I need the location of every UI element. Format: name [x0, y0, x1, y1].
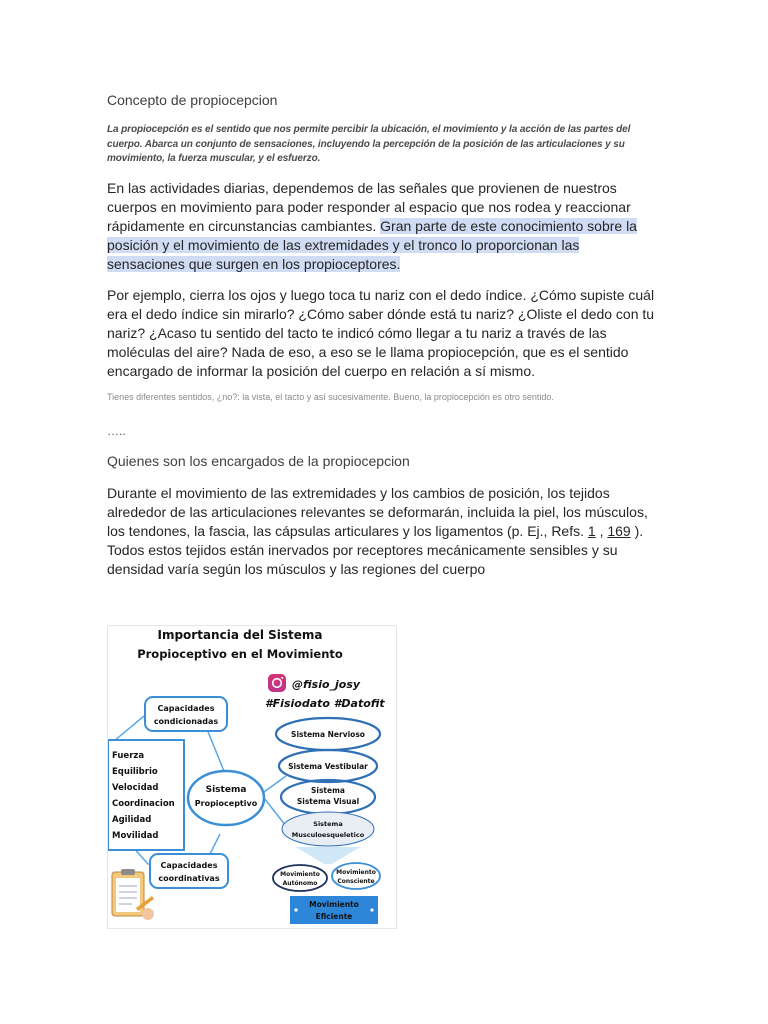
ellipsis: …..	[107, 424, 126, 438]
sys-visual-2: Sistema Visual	[296, 797, 360, 806]
paragraph-1	[107, 179, 659, 274]
mov-auto-2: Autónomo	[282, 880, 318, 887]
funnel-shape	[296, 847, 360, 864]
lead-paragraph: La propiocepción es el sentido que nos permite percibir la ubicación, el movimiento y la acción de las partes del cuerpo. Abarca un conjunto de sensaciones, incluyendo la percepción de la posición de las articulaciones y su movimiento, la fuerza muscular, y el esfuerzo.	[107, 124, 631, 164]
mov-consciente-ellipse	[332, 863, 380, 889]
sys-musculo-2: Musculoesqueletico	[291, 831, 365, 839]
quality-5: Agilidad	[112, 815, 152, 825]
cap-cond-line1: Capacidades	[157, 704, 215, 713]
sys-musculo-1: Sistema	[313, 820, 343, 828]
instagram-handle: @fisio_josy	[292, 678, 361, 691]
mov-consc-1: Movimiento	[336, 869, 376, 876]
center-line2: Propioceptivo	[194, 799, 258, 808]
hashtags: #Fisiodato #Datofit	[265, 697, 385, 710]
mov-auto-1: Movimiento	[280, 871, 320, 878]
cap-coord-line2: coordinativas	[158, 874, 220, 883]
instagram-icon	[268, 674, 286, 692]
mov-efic-1: Movimiento	[309, 900, 359, 909]
highlighted-text[interactable]: Gran parte de este conocimiento sobre la posición y el movimiento de las extremidades y el tronco lo proporcionan las sensaciones que surgen en los propioceptores.	[107, 218, 637, 272]
footnote-text: Tienes diferentes sentidos, ¿no?: la vista, el tacto y así sucesivamente. Bueno, la propiocepción es otro sentido.	[107, 392, 554, 402]
quality-6: Movilidad	[112, 831, 159, 841]
paragraph-3-text: Durante el movimiento de las extremidades y los cambios de posición, los tejidos alrededor de las articulaciones relevantes se deformarán, incluida la piel, los músculos, los tendones, la fascia, las cápsulas articulares y los ligamentos (p. Ej., Refs.	[107, 485, 648, 539]
cap-cond-line2: condicionadas	[153, 717, 219, 726]
ref-separator: ,	[595, 523, 608, 539]
sys-visual-1: Sistema	[311, 786, 345, 795]
section-title: Concepto de propiocepcion	[107, 92, 278, 108]
infographic-title-2: Propioceptivo en el Movimiento	[137, 647, 343, 661]
proprioception-infographic	[107, 625, 397, 929]
quality-4: Coordinacion	[112, 799, 175, 809]
cap-coord-line1: Capacidades	[160, 861, 218, 870]
sys-vestibular: Sistema Vestibular	[288, 762, 368, 771]
section-title-2: Quienes son los encargados de la propiocepcion	[107, 453, 410, 469]
clipboard-icon	[112, 869, 154, 920]
paragraph-2: Por ejemplo, cierra los ojos y luego toca tu nariz con el dedo índice. ¿Cómo supiste cuál era el dedo índice sin mirarlo? ¿Cómo saber dónde está tu nariz? ¿Oliste el dedo con tu nariz? ¿Acaso tu sentido del tacto te indicó cómo llegar a tu nariz a través de las moléculas del aire? Nada de eso, a eso se le llama propiocepción, que es el sentido encargado de informar la posición del cuerpo en relación a sí mismo.	[107, 287, 655, 379]
paragraph-3-end: ). Todos estos tejidos están inervados por receptores mecánicamente sensibles y su densidad varía según los músculos y las regiones del cuerpo	[107, 523, 644, 577]
mov-autonomo-ellipse	[273, 865, 327, 891]
paragraph-3	[107, 484, 659, 579]
infographic-title-1: Importancia del Sistema	[157, 628, 323, 642]
quality-2: Equilibrio	[112, 767, 158, 777]
paragraph-1-text: En las actividades diarias, dependemos de las señales que provienen de nuestros cuerpos en movimiento para poder responder al espacio que nos rodea y reaccionar rápidamente en circunstancias cambiantes.	[107, 180, 631, 234]
mov-consc-2: Consciente	[337, 878, 375, 885]
reference-link-169[interactable]: 169	[607, 523, 631, 539]
musculo-ellipse	[282, 812, 374, 846]
reference-link-1[interactable]: 1	[587, 523, 596, 539]
center-line1: Sistema	[205, 785, 247, 795]
mov-efic-2: Eficiente	[315, 912, 353, 921]
infographic-svg	[108, 626, 396, 928]
sys-nervioso: Sistema Nervioso	[291, 730, 365, 739]
quality-3: Velocidad	[112, 783, 159, 793]
center-ellipse	[188, 771, 264, 825]
quality-1: Fuerza	[112, 751, 145, 761]
